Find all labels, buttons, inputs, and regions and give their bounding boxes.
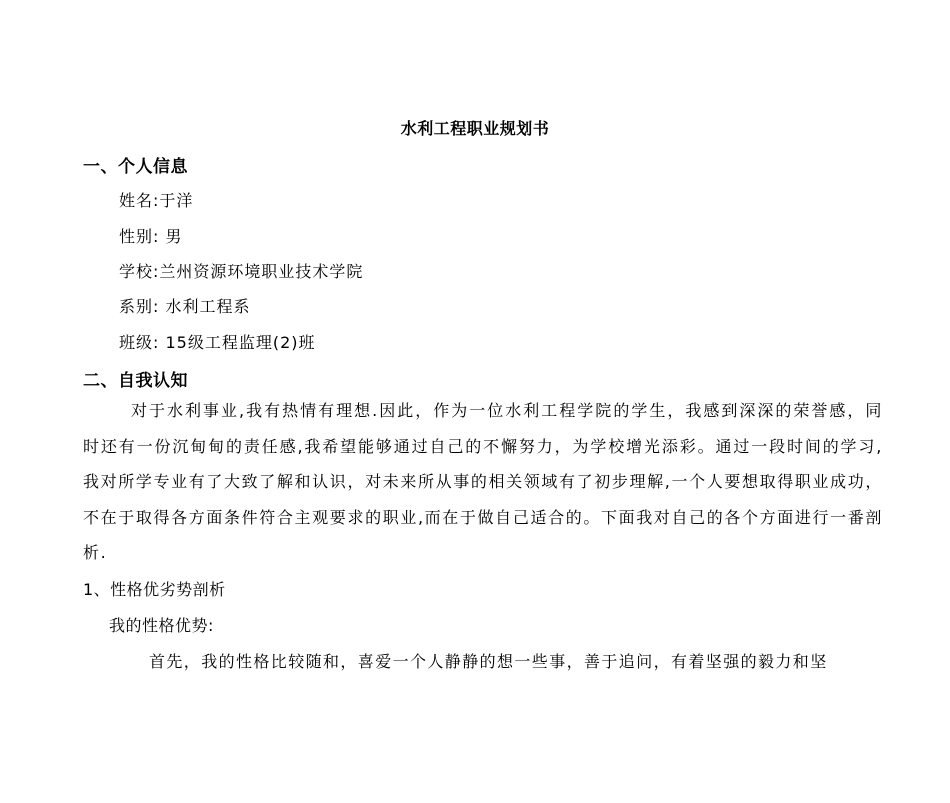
field-department: 系别: 水利工程系: [119, 297, 251, 316]
section-heading-personal-info: 一、个人信息: [83, 157, 188, 177]
field-name: 姓名:于洋: [119, 191, 194, 210]
section-heading-self-awareness: 二、自我认知: [83, 371, 188, 391]
document-title: 水利工程职业规划书: [400, 119, 550, 138]
subsection-heading-personality: 1、性格优劣势剖析: [83, 580, 226, 599]
field-gender: 性别: 男: [119, 227, 183, 246]
field-class: 班级: 15级工程监理(2)班: [119, 333, 316, 352]
field-school: 学校:兰州资源环境职业技术学院: [119, 262, 364, 281]
strengths-label: 我的性格优势:: [109, 616, 214, 635]
intro-paragraph: 对于水利事业,我有热情有理想.因此，作为一位水利工程学院的学生，我感到深深的荣誉感，同时还有一份沉甸甸的责任感,我希望能够通过自己的不懈努力，为学校增光添彩。通过一段时间的学习,我对所学专业有了大致了解和认识，对未来所从事的相关领域有了初步理解,一个人要想取得职业成功，不在于取得各方面条件符合主观要求的职业,而在于做自己适合的。下面我对自己的各个方面进行一番剖析.: [83, 401, 883, 563]
body-text-line: 首先，我的性格比较随和，喜爱一个人静静的想一些事，善于追问，有着坚强的毅力和坚: [149, 652, 828, 671]
